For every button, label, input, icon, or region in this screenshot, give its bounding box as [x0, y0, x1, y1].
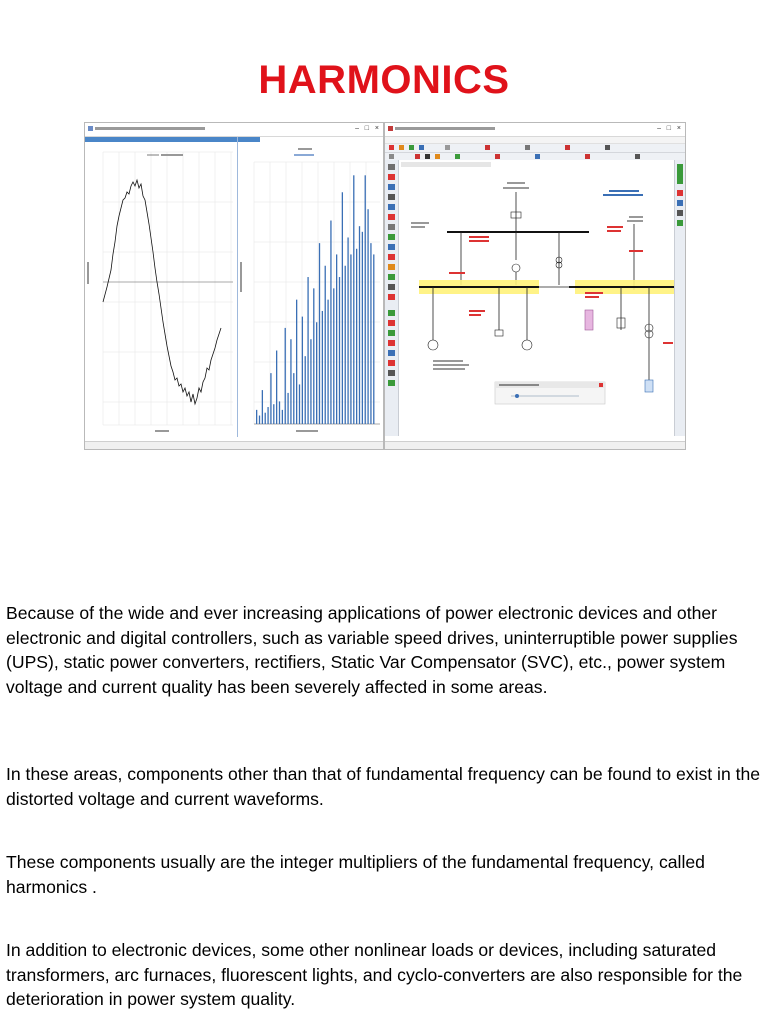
- spectrum-svg: [238, 142, 384, 436]
- spectrum-plot: [238, 137, 384, 437]
- spectrum-bar: [319, 243, 320, 424]
- waveform-plot: [85, 137, 238, 437]
- minimize-button[interactable]: –: [355, 125, 359, 132]
- toolbar-icon[interactable]: [455, 154, 460, 159]
- spectrum-bar: [322, 311, 323, 424]
- spectrum-bar: [290, 339, 291, 424]
- window-title-text: [95, 127, 205, 130]
- spectrum-bar: [256, 410, 257, 424]
- app-icon: [88, 126, 93, 131]
- spectrum-bar: [345, 266, 346, 424]
- right-palette-icons: [675, 160, 685, 436]
- spectrum-bar: [310, 339, 311, 424]
- spectrum-bar: [293, 373, 294, 424]
- maximize-button[interactable]: □: [666, 125, 671, 132]
- spectrum-bar: [259, 416, 260, 424]
- toolbar-icon[interactable]: [389, 154, 394, 159]
- spectrum-bar: [327, 300, 328, 424]
- spectrum-bar: [287, 393, 288, 424]
- spectrum-bar: [316, 322, 317, 424]
- close-button[interactable]: ×: [374, 125, 379, 132]
- spectrum-bar: [370, 243, 371, 424]
- spectrum-bar: [359, 226, 360, 424]
- spectrum-bar: [265, 413, 266, 424]
- spectrum-bar: [367, 209, 368, 424]
- toolbar-icon[interactable]: [435, 154, 440, 159]
- status-bar: [85, 441, 383, 449]
- spectrum-bar: [262, 390, 263, 424]
- toolbar-icon[interactable]: [485, 145, 490, 150]
- spectrum-bar: [282, 410, 283, 424]
- spectrum-bar: [333, 288, 334, 424]
- spectrum-bar: [325, 266, 326, 424]
- menu-bar[interactable]: [385, 137, 685, 144]
- paragraph-harmonics-definition: These components usually are the integer multipliers of the fundamental frequency, called harmonics .: [6, 852, 705, 897]
- spectrum-bar: [313, 288, 314, 424]
- spectrum-bar: [330, 221, 331, 424]
- spectrum-bar: [276, 351, 277, 424]
- toolbar-icon[interactable]: [399, 145, 404, 150]
- maximize-button[interactable]: □: [364, 125, 369, 132]
- spectrum-bar: [285, 328, 286, 424]
- toolbar-icon[interactable]: [415, 154, 420, 159]
- spectrum-bar: [305, 356, 306, 424]
- spectrum-bar: [373, 254, 374, 424]
- spectrum-bar: [336, 254, 337, 424]
- paragraph-power-electronics: Because of the wide and ever increasing applications of power electronic devices and other electronic and digital controllers, such as variable speed drives, uninterruptible power supplies (UPS), static power converters, rectifiers, Static Var Compensator (SVC), etc., power system voltage and current quality has been severely affected in some areas.: [6, 603, 738, 697]
- one-line-diagram: [399, 160, 676, 436]
- window-titlebar: [85, 123, 383, 137]
- spectrum-bar: [365, 175, 366, 424]
- toolbar-icon[interactable]: [635, 154, 640, 159]
- toolbar-icon[interactable]: [535, 154, 540, 159]
- window-titlebar: [385, 123, 685, 137]
- toolbar-icon[interactable]: [565, 145, 570, 150]
- one-line-diagram-window: [384, 122, 686, 450]
- spectrum-bar: [267, 407, 268, 424]
- toolbar-icon[interactable]: [425, 154, 430, 159]
- minimize-button[interactable]: –: [657, 125, 661, 132]
- voltage-waveform-line: [103, 180, 221, 404]
- paragraph-distorted-waveforms: In these areas, components other than that of fundamental frequency can be found to exist in the distorted voltage and current waveforms.: [6, 764, 761, 809]
- toolbar-icon[interactable]: [409, 145, 414, 150]
- app-icon: [388, 126, 393, 131]
- window-title-text: [395, 127, 495, 130]
- toolbar-icon[interactable]: [585, 154, 590, 159]
- spectrum-bar: [273, 404, 274, 424]
- palette-icons: [385, 160, 398, 436]
- page-title: HARMONICS: [258, 58, 510, 102]
- toolbar-icon[interactable]: [525, 145, 530, 150]
- toolbar-icon[interactable]: [445, 145, 450, 150]
- toolbar-icon[interactable]: [605, 145, 610, 150]
- spectrum-bar: [270, 373, 271, 424]
- spectrum-bar: [302, 317, 303, 424]
- spectrum-bars: [256, 175, 374, 424]
- spectrum-bar: [279, 401, 280, 424]
- right-palette: [674, 160, 685, 436]
- software-screenshot: [84, 122, 686, 450]
- waveform-svg: [85, 142, 237, 436]
- spectrum-bar: [353, 175, 354, 424]
- close-button[interactable]: ×: [676, 125, 681, 132]
- spectrum-bar: [296, 300, 297, 424]
- spectrum-bar: [362, 232, 363, 424]
- spectrum-bar: [356, 249, 357, 424]
- toolbar-icon[interactable]: [495, 154, 500, 159]
- status-bar: [385, 441, 685, 449]
- toolbar-icon[interactable]: [419, 145, 424, 150]
- diagram-canvas[interactable]: [399, 160, 676, 436]
- spectrum-bar: [342, 192, 343, 424]
- toolbar-row-1: [385, 144, 685, 153]
- toolbar-icon[interactable]: [389, 145, 394, 150]
- spectrum-bar: [350, 254, 351, 424]
- harmonic-analysis-window: [84, 122, 384, 450]
- spectrum-bar: [347, 237, 348, 424]
- spectrum-bar: [307, 277, 308, 424]
- paragraph-nonlinear-loads: In addition to electronic devices, some other nonlinear loads or devices, including saturated transformers, arc furnaces, fluorescent lights, and cyclo-converters are also responsible for the deterioration in power system quality.: [6, 940, 743, 1009]
- spectrum-bar: [339, 277, 340, 424]
- spectrum-bar: [299, 384, 300, 424]
- element-palette: [385, 160, 399, 436]
